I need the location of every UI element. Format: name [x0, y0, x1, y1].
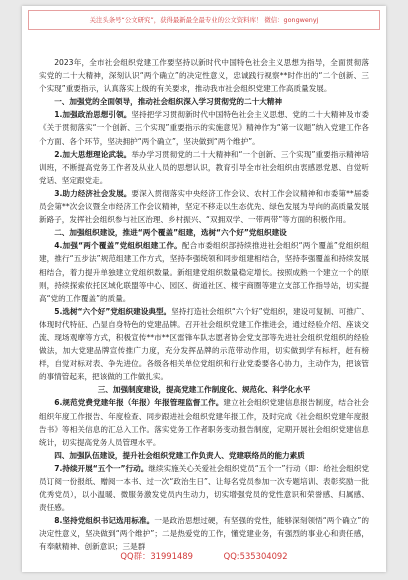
intro-paragraph: 2023年，全市社会组织党建工作要坚持以新时代中国特色社会主义思想为指导，全面贯彻落实党的二十大精神，深刻认识“两个确立”的决定性意义，忠诚践行视察**时作出的“二个创新、三个实现”重要指示，认真落实上级的有关要求，推动我市社会组织党建工作高质量发展。 — [39, 58, 369, 94]
item-4-paragraph — [39, 239, 369, 304]
section-2-heading-text: 二、加强组织建设，推进“两个覆盖”组建，选树“六个好”党组织建设 — [54, 228, 287, 238]
item-2-paragraph — [39, 148, 369, 187]
item-2-title: 2.加大思想理论武装。 — [54, 149, 132, 159]
section-1-heading-text: 一、加强党的全面领导，推动社会组织深入学习贯彻党的二十大精神 — [54, 97, 282, 107]
section-1-heading — [39, 95, 369, 108]
item-1-title: 1.加强政治思想引领。 — [54, 110, 132, 120]
item-7-title: 7.持续开展“五个一”行动。 — [54, 463, 149, 473]
item-1-text: 坚持把学习贯彻新时代中国特色社会主义思想、党的二十大精神及市委《关于贯彻落实“一个创新、三个实现”重要指示的实施意见》精神作为“第一议题”纳入党建工作各个方面、各个环节，坚决拥护“两个确立”，坚决做到“两个维护”。 — [39, 110, 369, 146]
item-2-text: 举办学习贯彻党的二十大精神和“一个创新、三个实现”重要指示精神培训班，不断提高党务工作者及从业人员的思想认识，教育引导全市社会组织由衷感恩党恩、自觉听党话、坚定跟党走。 — [39, 149, 369, 185]
qq-number-text: QQ:535304092 — [223, 551, 288, 561]
item-6-paragraph — [39, 396, 369, 448]
section-4-heading-text: 四、加强队伍建设，提升社会组织党建工作负责人、党建联络员的能力素质 — [54, 450, 305, 460]
item-6-text: 建立社会组织党建信息报告制度，结合社会组织年度工作报告、年度检查、同步跟进社会组织党建年报工作，及时完成《社会组织党建年度报告书》等相关信息的汇总入工作。落实党务工作者职务变动报告制度，定期开展社会组织党建信息统计，切实提高党务人员管理水平。 — [39, 398, 370, 447]
document-page — [22, 6, 386, 572]
item-3-text: 要深入贯彻落实中央经济工作会议、农村工作会议精神和市委第**届委员会第**次会议暨全市经济工作会议精神，坚定不移走以生态优先、绿色发展为导向的高质量发展新路子，发挥社会组织参与社区治理、乡村振兴、“双拥双学、一带两带”等方面的积极作用。 — [39, 188, 369, 225]
item-6-title: 6.规范党费党建年报（年报）年报管理监督工作。 — [54, 398, 224, 408]
item-5-paragraph — [39, 305, 369, 384]
contact-footer — [22, 550, 386, 562]
item-7-paragraph — [39, 462, 369, 514]
item-5-text: 坚持打造社会组织“六个好”党组织，建设可复制、可推广、体现时代特征、凸显自身特色的党建品牌。召开社会组织党建工作推进会，通过经验介绍、座谈交流、现场观摩等方式，积极宣传**市**区雷锋车队志愿者协会党支部等先进社会组织党组织的经验做法，加大党建品牌宣传推广力度，充分发挥品牌的示范带动作用，切实做到学有标杆，赶有榜样，自觉对标对表、争先进位。各级各相关单位党组织和行业党委要各心协力，主动作为，把该管的事情管起来，把该做的工作做扎实。 — [39, 306, 369, 382]
item-3-paragraph — [39, 187, 369, 226]
item-3-title: 3.助力经济社会发展。 — [54, 188, 132, 198]
item-8-paragraph — [39, 514, 369, 553]
qq-group-text: QQ群：31991489 — [120, 551, 193, 561]
item-5-title: 5.选树“六个好”党组织建设典型。 — [54, 306, 172, 316]
section-4-heading — [39, 449, 369, 462]
section-3-heading-text: 三、加强制度建设，提高党建工作制度化、规范化、科学化水平 — [97, 385, 311, 395]
promo-banner: 关注头条号“公文研究”，获得最新最全最专业的公文资料库！ 微信：gongwenyj — [28, 10, 380, 30]
item-4-text: 配合市委组织部持续推进社会组织“两个覆盖”党组织组建，推行“五步法”规范组建工作方式，坚持李强统领和同步组建相结合，坚持李强覆盖和持续发展相结合，着力提升单独建立党组织数量。新组建党组织数量稳定增长。按照成熟一个建立一个的原则，持续探索依托区域化联盟等中心、园区、街道社区、楼宇商圈等建立支部工作指导站，切实提高“党的工作覆盖”的质量。 — [39, 241, 369, 303]
item-8-title: 8.坚持党组织书记选用标准。 — [54, 516, 155, 526]
item-8-text: 一是政治思想过硬，有坚强的党性，能够深刻领悟“两个确立”的决定性意义，坚决做到“两个维护”；二是热爱党的工作，懂党建业务，有强烈的事业心和责任感，有奉献精神、创新意识；三是群 — [39, 516, 369, 552]
item-7-text: 继续实施关心关爱社会组织党员“五个一”行动（即：给社会组织党员订阅一份报纸、赠阅一本书、过一次“政治生日”、让每名党员参加一次专题培训、表彰奖励一批优秀党员），以小温暖、微服务激发党员内生动力，切实增强党员的党性意识和荣誉感、归属感、责任感。 — [39, 463, 369, 513]
section-2-heading — [39, 226, 369, 239]
document-body — [39, 56, 369, 554]
item-4-title: 4.加强“两个覆盖”党组织组建工作。 — [54, 241, 182, 251]
section-3-heading — [39, 383, 369, 396]
item-1-paragraph — [39, 108, 369, 147]
